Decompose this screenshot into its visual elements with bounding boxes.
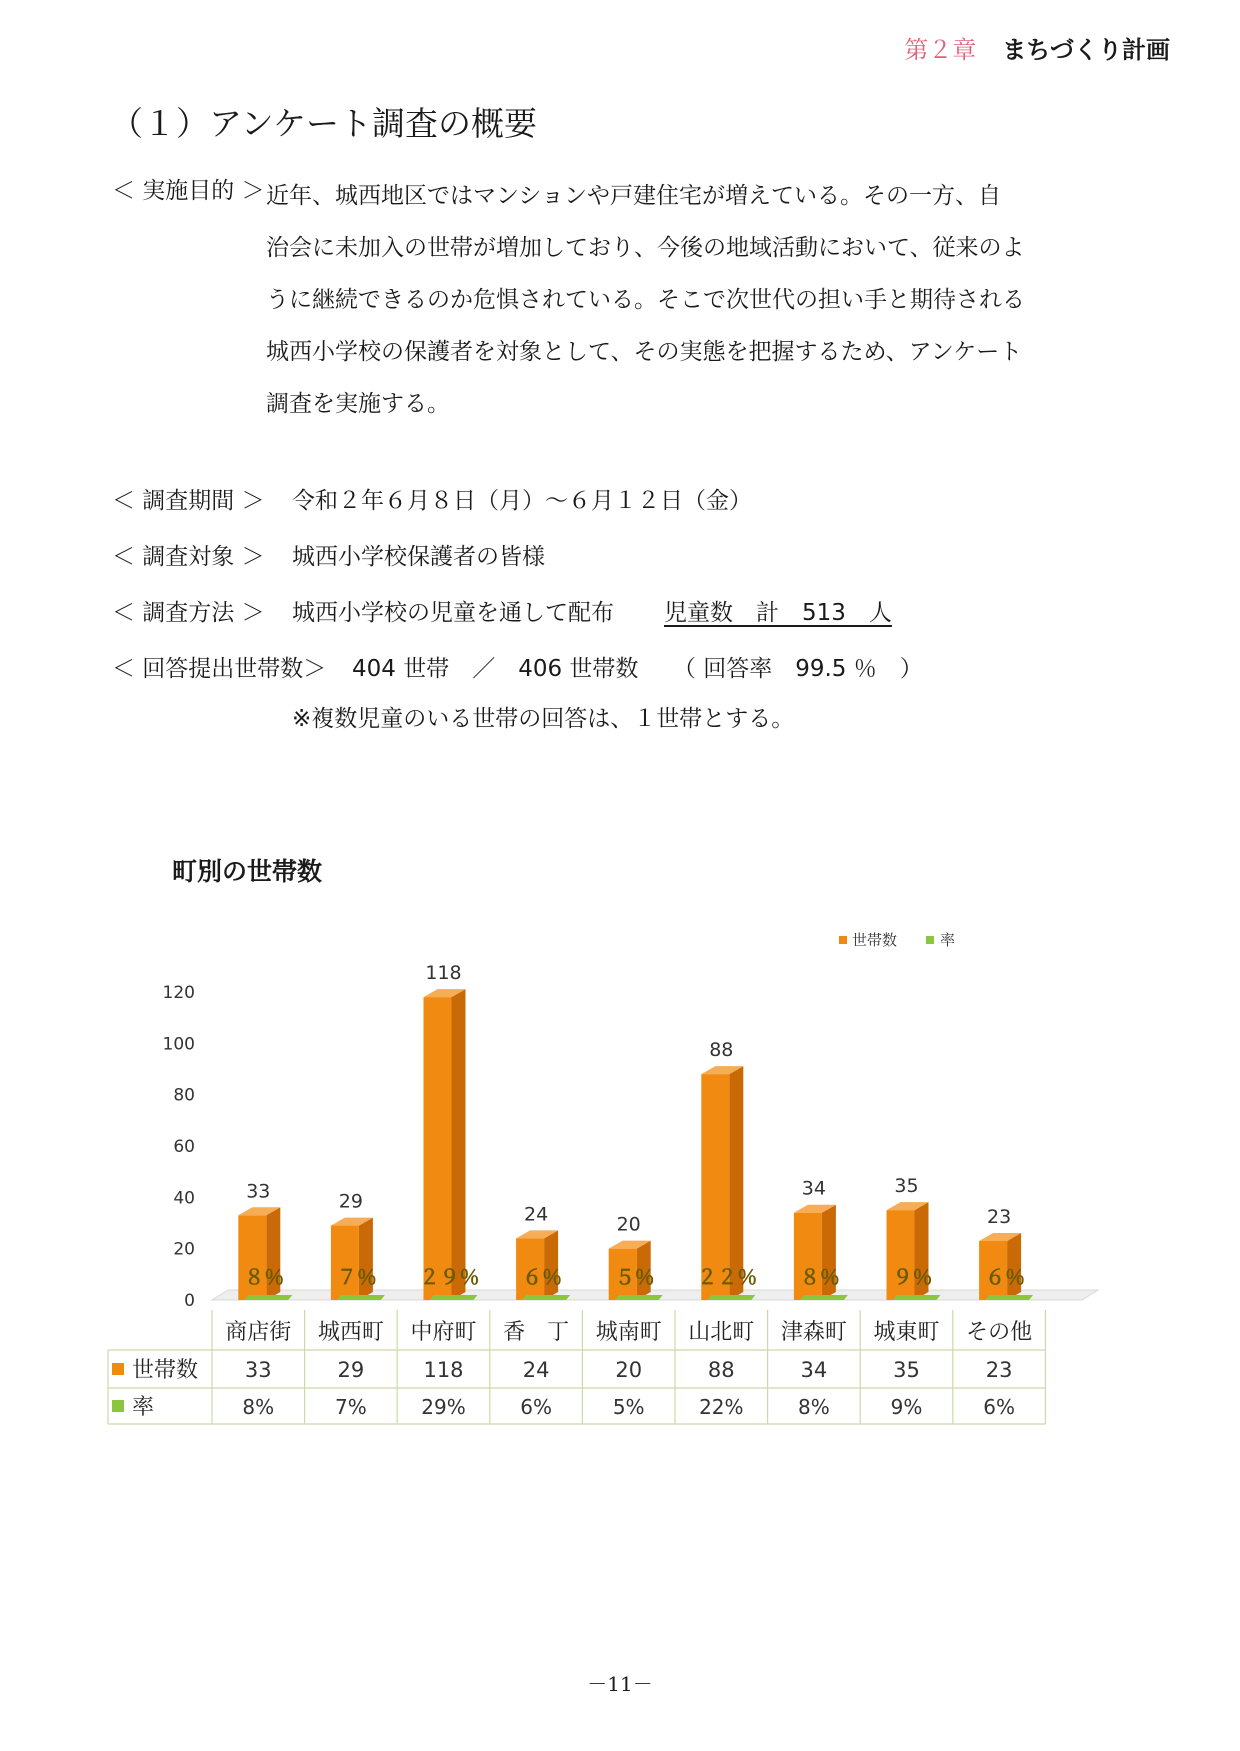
table-value-rate: 6% bbox=[520, 1395, 552, 1419]
category-label: 中府町 bbox=[410, 1320, 477, 1345]
method-count: 児童数 計 513 人 bbox=[664, 600, 892, 626]
rate-bar-label: ８％ bbox=[244, 1265, 285, 1289]
period-value: 令和２年６月８日（月）～６月１２日（金） bbox=[292, 488, 752, 514]
section-title: （１）アンケート調査の概要 bbox=[110, 104, 538, 143]
chart-title: 町別の世帯数 bbox=[172, 857, 323, 886]
bar-side bbox=[452, 989, 466, 1300]
legend-rate: 率 bbox=[940, 931, 956, 949]
purpose-line: 治会に未加入の世帯が増加しており、今後の地域活動において、従来のよ bbox=[266, 235, 1025, 261]
y-tick-label: 40 bbox=[173, 1188, 195, 1209]
category-label: 香 丁 bbox=[503, 1320, 570, 1345]
category-label: 商店街 bbox=[225, 1320, 292, 1345]
row-swatch-rate bbox=[112, 1400, 124, 1412]
row-header-households: 世帯数 bbox=[132, 1358, 199, 1383]
response-label: ＜ 回答提出世帯数＞ bbox=[112, 656, 327, 682]
bar-value-label: 88 bbox=[709, 1039, 734, 1062]
rate-bar bbox=[615, 1295, 663, 1300]
rate-bar-label: ５％ bbox=[614, 1265, 655, 1289]
chapter-title: まちづくり計画 bbox=[1002, 36, 1170, 64]
rate-bar-label: ２２％ bbox=[697, 1265, 758, 1289]
category-label: 城南町 bbox=[595, 1320, 662, 1345]
purpose-line: うに継続できるのか危惧されている。そこで次世代の担い手と期待される bbox=[266, 287, 1025, 313]
rate-bar-label: ７％ bbox=[336, 1265, 377, 1289]
response-value: 404 世帯 ／ 406 世帯数 （ 回答率 99.5 ％ ） bbox=[352, 656, 923, 682]
table-value-rate: 5% bbox=[612, 1395, 645, 1419]
bar-value-label: 23 bbox=[987, 1205, 1012, 1228]
y-tick-label: 120 bbox=[162, 983, 195, 1003]
table-value-households: 20 bbox=[615, 1358, 643, 1382]
legend-households: 世帯数 bbox=[852, 931, 898, 949]
y-tick-label: 20 bbox=[173, 1239, 195, 1260]
table-value-households: 118 bbox=[423, 1358, 464, 1382]
method-value: 城西小学校の児童を通して配布 bbox=[292, 600, 614, 626]
bar-value-label: 20 bbox=[616, 1213, 641, 1236]
legend-swatch-households bbox=[839, 936, 847, 944]
y-tick-label: 60 bbox=[173, 1137, 195, 1157]
rate-bar bbox=[985, 1295, 1033, 1300]
rate-bar-label: ２９％ bbox=[419, 1265, 480, 1289]
purpose-line: 近年、城西地区ではマンションや戸建住宅が増えている。その一方、自 bbox=[266, 183, 1001, 209]
rate-bar bbox=[244, 1295, 292, 1300]
rate-bar bbox=[337, 1295, 385, 1300]
rate-bar bbox=[430, 1295, 478, 1300]
purpose-line: 調査を実施する。 bbox=[266, 391, 450, 417]
table-value-rate: 6% bbox=[983, 1395, 1015, 1419]
rate-bar bbox=[522, 1295, 570, 1300]
table-value-rate: 22% bbox=[699, 1395, 744, 1419]
category-label: 城東町 bbox=[873, 1320, 940, 1345]
rate-bar bbox=[800, 1295, 848, 1300]
bar-value-label: 118 bbox=[425, 962, 462, 985]
rate-bar bbox=[707, 1295, 755, 1300]
table-value-households: 29 bbox=[337, 1358, 365, 1382]
bar-value-label: 35 bbox=[894, 1175, 919, 1198]
bar bbox=[424, 997, 452, 1300]
table-value-households: 23 bbox=[985, 1358, 1013, 1382]
purpose-line: 城西小学校の保護者を対象として、その実態を把握するため、アンケート bbox=[266, 339, 1023, 365]
page-number: －11－ bbox=[587, 1672, 653, 1696]
table-value-rate: 7% bbox=[335, 1395, 367, 1419]
table-value-rate: 8% bbox=[242, 1395, 275, 1419]
purpose-label: ＜ 実施目的 ＞ bbox=[112, 178, 265, 204]
table-value-households: 34 bbox=[800, 1358, 828, 1382]
category-label: 山北町 bbox=[688, 1320, 755, 1345]
table-value-rate: 9% bbox=[890, 1395, 923, 1419]
table-value-households: 88 bbox=[707, 1358, 735, 1382]
category-label: 津森町 bbox=[780, 1320, 847, 1345]
y-tick-label: 100 bbox=[162, 1034, 195, 1055]
row-header-rate: 率 bbox=[132, 1395, 155, 1420]
chapter-number: 第２章 bbox=[904, 36, 977, 64]
method-label: ＜ 調査方法 ＞ bbox=[112, 600, 265, 626]
category-label: その他 bbox=[966, 1320, 1033, 1345]
rate-bar bbox=[893, 1295, 941, 1300]
bar-value-label: 24 bbox=[524, 1203, 549, 1226]
y-tick-label: 0 bbox=[184, 1291, 195, 1311]
period-label: ＜ 調査期間 ＞ bbox=[112, 488, 265, 514]
table-value-households: 35 bbox=[893, 1358, 920, 1382]
bar-value-label: 34 bbox=[801, 1177, 826, 1200]
target-value: 城西小学校保護者の皆様 bbox=[292, 544, 545, 570]
row-swatch-households bbox=[112, 1363, 124, 1375]
rate-bar-label: ６％ bbox=[522, 1265, 563, 1289]
table-value-rate: 29% bbox=[421, 1395, 466, 1419]
table-value-rate: 8% bbox=[798, 1395, 830, 1419]
bar-value-label: 33 bbox=[246, 1180, 271, 1203]
category-label: 城西町 bbox=[317, 1320, 384, 1345]
response-note: ※複数児童のいる世帯の回答は、１世帯とする。 bbox=[292, 706, 795, 732]
legend-swatch-rate bbox=[926, 936, 934, 944]
y-tick-label: 80 bbox=[173, 1085, 195, 1106]
bar-value-label: 29 bbox=[338, 1190, 363, 1213]
table-value-households: 24 bbox=[522, 1358, 550, 1382]
table-value-households: 33 bbox=[244, 1358, 272, 1382]
rate-bar-label: ６％ bbox=[985, 1265, 1026, 1289]
rate-bar-label: ９％ bbox=[892, 1265, 933, 1289]
rate-bar-label: ８％ bbox=[799, 1265, 840, 1289]
target-label: ＜ 調査対象 ＞ bbox=[112, 544, 265, 570]
